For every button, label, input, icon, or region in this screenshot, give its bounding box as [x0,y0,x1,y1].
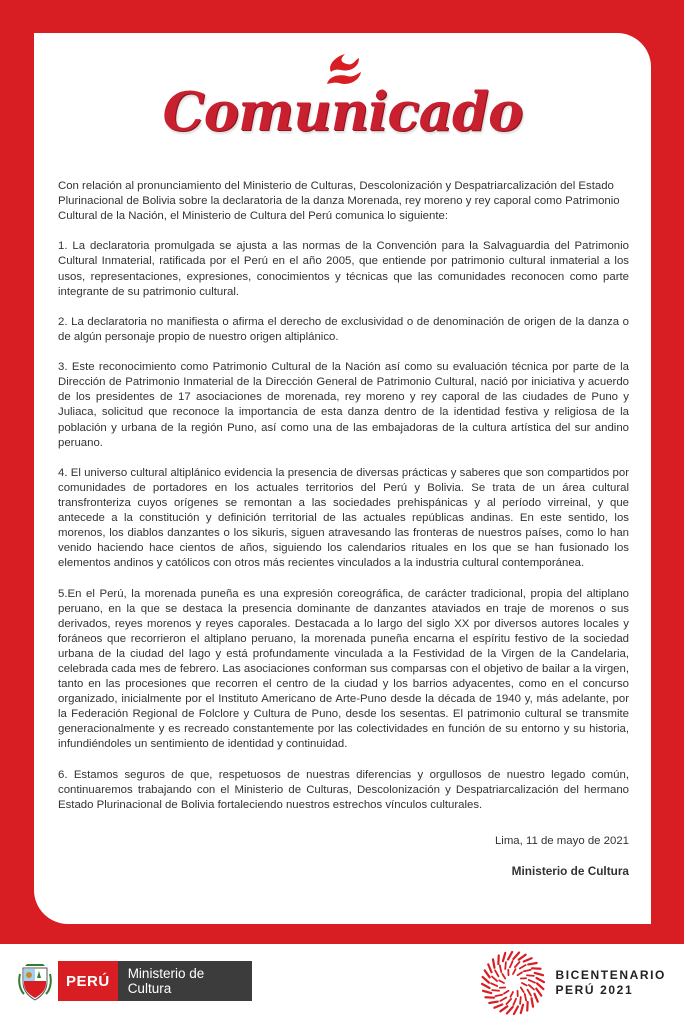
point-3: 3. Este reconocimiento como Patrimonio Cultural de la Nación así como su evaluación técnica por parte de la Dirección de Patrimonio Inmaterial de la Dirección General de Patrimonio Cultural, nació por iniciativa y acuerdo de los presidentes de 17 asociaciones de morenada, rey moreno y rey caporal de las ciudades de Puno y Juliaca, solicitud que reconoce la importancia de esta danza dentro de la identidad festiva y religiosa de la población y urbana de la región Puno, así como una de las embajadoras de la cultura artística del sur andino peruano. [58,361,629,449]
intro-paragraph: Con relación al pronunciamiento del Ministerio de Culturas, Descolonización y Despatriarcalización del Estado Plurinacional de Bolivia sobre la declaratoria de la danza Morenada, rey moreno y rey caporal como Patrimonio Cultural de la Nación, el Ministerio de Cultura del Perú comunica lo siguiente: [58,180,620,223]
point-6: 6. Estamos seguros de que, respetuosos de nuestras diferencias y orgullosos de nuestro legado común, continuaremos trabajando con el Ministerio de Culturas, Descolonización y Despatriarcalización del hermano Estado Plurinacional de Bolivia fortaleciendo nuestros estrechos vínculos culturales. [58,768,629,811]
point-4: 4. El universo cultural altiplánico evidencia la presencia de diversas prácticas y saberes que son compartidos por comunidades de portadores en los actuales territorios del Perú y Bolivia. Se trata de un área cultural transfronteriza cuyos orígenes se remontan a las sociedades prehispánicas y al período virreinal, y que antecede a la constitución y definición territorial de las actuales repúblicas andinas. En este sentido, los morenos, los diablos danzantes o los sikuris, siguen atravesando las fronteras de nuestros países, como lo han venido haciendo hace cientos de años, siguiendo los calendarios rituales en los que se han fusionado los elementos andinos y católicos con otros más recientes vinculados a la industria cultural contemporánea. [58,466,629,570]
communique-card [34,33,651,924]
communique-body [58,179,629,828]
peru-label: PERÚ [58,961,118,1001]
point-5: 5.En el Perú, la morenada puneña es una expresión coreográfica, de carácter tradicional, propia del altiplano peruano, en la que se destaca la presencia dominante de danzantes ataviados en traje de morenos o sus derivados, reyes morenos y reyes caporales. Destacada a lo largo del siglo XX por diversos autores locales y foráneos que recorrieron el altiplano peruano, la morenada puneña encarna el espíritu festivo de la sociedad urbana de la ciudad del lago y está profundamente vinculada a la Festividad de la Virgen de la Candelaria, celebrada cada mes de febrero. Las asociaciones conforman sus comparsas con el objetivo de bailar a la virgen, tanto en las procesiones que recorren el centro de la ciudad y los barrios adyacentes, como en el concurso organizado, inicialmente por el Instituto Americano de Arte-Puno desde la década de 1940 y, más adelante, por la Federación Regional de Folclore y Cultura de Puno, desde los sesentas. El patrimonio cultural se transmite generacionalmente y es recreado constantemente por las colectividades en función de su entorno y su historia, infundiéndoles un sentimiento de identidad y continuidad. [58,587,629,751]
signature: Ministerio de Cultura [511,864,629,878]
bicentenario-text [555,968,666,998]
coat-of-arms-icon [18,960,52,1002]
bicentenario-line2: PERÚ 2021 [555,983,634,997]
ministry-logo [18,960,252,1002]
ministry-label: Ministerio de Cultura [118,961,252,1001]
point-1: 1. La declaratoria promulgada se ajusta a las normas de la Convención para la Salvaguardia del Patrimonio Cultural Inmaterial, ratificada por el Perú en el año 2005, que entiende por patrimonio cultural inmaterial a los usos, representaciones, expresiones, conocimientos y técnicas que las comunidades reconocen como parte integrante de su patrimonio cultural. [58,240,629,298]
signoff [495,834,629,878]
point-2: 2. La declaratoria no manifiesta o afirma el derecho de exclusividad o de denominación de origen de la danza o de algún personaje propio de nuestro origen altiplánico. [58,315,629,343]
bicentenario-logo [477,948,666,1018]
bicentenario-sun-icon [477,948,549,1018]
bicentenario-line1: BICENTENARIO [555,968,666,982]
date-line: Lima, 11 de mayo de 2021 [494,835,629,847]
page-title: Comunicado [162,81,523,143]
